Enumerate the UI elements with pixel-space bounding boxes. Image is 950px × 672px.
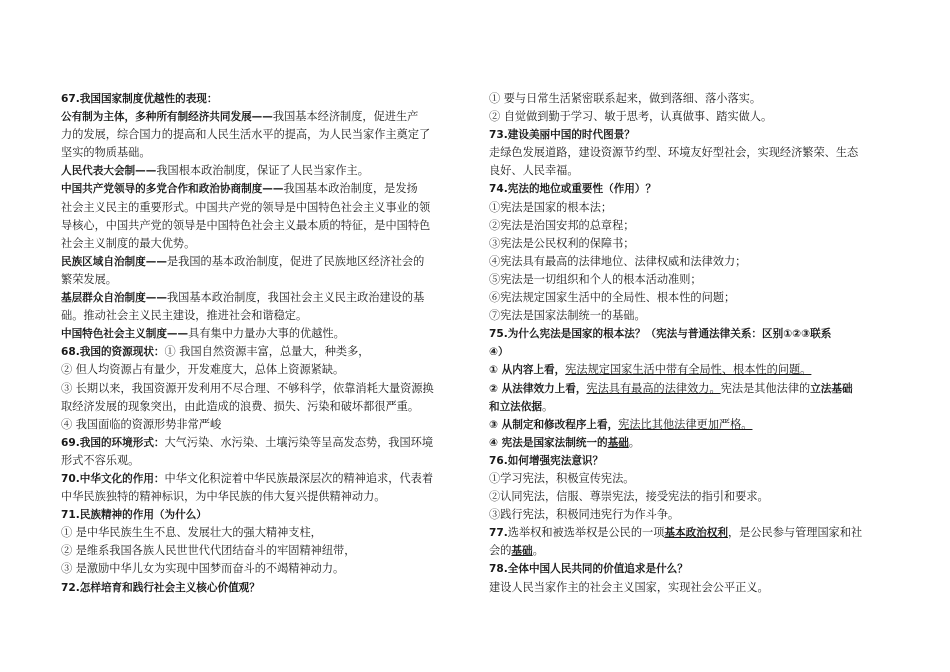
emphasis-text: 77. [489,527,508,540]
emphasis-text: 76.如何增强宪法意识？ [489,454,604,467]
body-text: 我国根本政治制度，保证了人民当家作主。 [156,164,369,178]
text-line [489,488,893,506]
text-line [489,416,893,434]
text-line [489,398,893,416]
text-line [489,470,893,488]
text-line [61,289,465,307]
body-text: 会的 [489,544,512,558]
emphasis-text: 71.民族精神的作用（为什么） [61,509,207,522]
text-line [61,343,465,361]
body-text: ①宪法是国家的根本法； [489,200,613,214]
emphasis-text: ④） [489,346,509,359]
text-line [61,380,465,398]
text-line [61,126,465,144]
text-line [489,90,893,108]
text-line [61,90,465,108]
text-line [489,343,893,361]
emphasis-text: 72.怎样培育和践行社会主义核心价值观？ [61,581,260,594]
text-line [61,253,465,271]
text-line [489,452,893,470]
body-text: 走绿色发展道路，建设资源节约型、环境友好型社会，实现经济繁荣、生态 [489,146,859,160]
emphasis-text: 75.为什么宪法是国家的根本法？（宪法与普通法律关系：区别①②③联系 [489,328,832,341]
body-text: ⑥宪法规定国家生活中的全局性、根本性的问题； [489,291,736,305]
text-line [489,235,893,253]
body-text: ① 要与日常生活紧密联系起来，做到落细、落小落实。 [489,92,762,105]
body-text: 大气污染、水污染、土壤污染等呈高发态势，我国环境 [164,435,434,449]
emphasis-text: 中国特色社会主义制度—— [61,328,189,341]
body-text: ③践行宪法，积极同违宪行为作斗争。 [489,508,680,522]
emphasis-text: 68.我国的资源现状： [61,346,165,359]
body-text: ②认同宪法，信服、尊崇宪法，接受宪法的指引和要求。 [489,490,769,504]
body-text: ③ 长期以来，我国资源开发利用不尽合理、不够科学，依靠消耗大量资源换 [61,381,434,395]
body-text: 。 [541,399,554,413]
body-text: ⑦宪法是国家法制统一的基础。 [489,309,646,323]
text-line [61,452,465,470]
body-text: ，是公民参与管理国家和社 [727,526,863,540]
body-text: 良好、人民幸福。 [489,164,579,178]
text-line [61,307,465,325]
text-line [61,434,465,452]
body-text: ①学习宪法，积极宣传宪法。 [489,471,635,485]
emphasis-text: 70.中华文化的作用： [61,472,165,485]
text-line [61,271,465,289]
text-line [489,162,893,180]
text-line [61,506,465,524]
body-text: ② 自觉做到勤于学习、敏于思考，认真做事、踏实做人。 [489,110,773,124]
text-line [489,199,893,217]
text-line [61,579,465,597]
emphasis-text: ④ 宪法是国家法制统一的 [489,436,608,449]
left-column [61,90,465,597]
emphasis-text: 中国共产党领导的多党合作和政治协商制度—— [61,183,284,196]
text-line [61,542,465,560]
text-line [61,235,465,253]
emphasis-text: 人民代表大会制—— [61,165,157,178]
body-text: 坚实的物质基础。 [61,146,151,160]
emphasis-text: ② 从法律效力上看， [489,382,587,395]
body-text: 。 [628,435,640,449]
body-text: 取经济发展的现象突出，由此造成的浪费、损失、污染和破坏都很严重。 [61,399,420,413]
body-text: ②宪法是治国安邦的总章程； [489,218,635,232]
emphasis-text: 78.全体中国人民共同的价值追求是什么？ [489,563,688,576]
body-text: ⑤宪法是一切组织和个人的根本活动准则； [489,272,702,286]
emphasis-text: 67.我国国家制度优越性的表现： [61,93,218,105]
text-line [489,271,893,289]
emphasis-text: 公有制为主体，多种所有制经济共同发展—— [61,111,273,124]
body-text: ④宪法具有最高的法律地位、法律权威和法律效力； [489,254,747,268]
text-line [61,217,465,235]
body-text: ① 我国自然资源丰富，总量大，种类多， [164,345,370,359]
text-line [489,542,893,560]
body-text: 力的发展，综合国力的提高和人民生活水平的提高，为人民当家作主奠定了 [61,128,431,142]
emphasis-text: 74.宪法的地位或重要性（作用）？ [489,183,657,196]
body-text: 导核心，中国共产党的领导是中国特色社会主义最本质的特征，是中国特色 [61,218,431,232]
emphasis-text: ③ 从制定和修改程序上看， [489,418,619,431]
emphasis-text: 宪法比其他法律更加严格。 [618,417,753,431]
body-text: ② 是维系我国各族人民世世代代团结奋斗的牢固精神纽带， [61,544,356,558]
text-line [61,199,465,217]
body-text: 中华民族独特的精神标识，为中华民族的伟大复兴提供精神动力。 [61,490,386,504]
text-line [61,416,465,434]
emphasis-text: 基础 [511,545,533,558]
body-text: 具有集中力量办大事的优越性。 [188,327,345,341]
body-text: 是我国的基本政治制度，促进了民族地区经济社会的 [166,254,425,268]
body-text: ③宪法是公民权利的保障书； [489,236,635,250]
emphasis-text: 基层群众自治制度—— [61,292,167,305]
emphasis-text: ① 从内容上看， [489,364,566,377]
text-line [61,108,465,126]
emphasis-text: 立法基础 [810,382,853,395]
emphasis-text: 民族区域自治制度—— [61,255,167,268]
body-text: ③ 是激励中华儿女为实现中国梦而奋斗的不竭精神动力。 [61,562,345,576]
text-line [489,361,893,379]
text-line [61,470,465,488]
text-line [489,108,893,126]
body-text: 社会主义民主的重要形式。中国共产党的领导是中国特色社会主义事业的领 [61,200,431,214]
text-line [61,325,465,343]
body-text: 础。推动社会主义民主建设，推进社会和谐稳定。 [61,309,308,323]
text-line [489,253,893,271]
emphasis-text: 73.建设美丽中国的时代图景？ [489,129,635,142]
text-line [489,289,893,307]
text-line [61,144,465,162]
text-line [489,126,893,144]
body-text: ① 是中华民族生生不息、发展壮大的强大精神支柱， [61,526,322,540]
text-line [489,144,893,162]
text-line [61,524,465,542]
body-text: ② 但人均资源占有量少，开发难度大，总体上资源紧缺。 [61,363,345,377]
body-text: 我国基本政治制度，是发扬 [283,182,418,196]
text-line [61,398,465,416]
text-line [489,524,893,542]
text-line [61,488,465,506]
emphasis-text: 宪法规定国家生活中带有全局性、根本性的问题。 [565,363,812,377]
body-text: 形式不容乐观。 [61,453,140,467]
body-text: 我国基本政治制度，我国社会主义民主政治建设的基 [166,291,425,305]
text-line [61,180,465,198]
emphasis-text: 和立法依据 [489,400,542,413]
emphasis-text: 基础 [607,436,629,449]
body-text: 选举权和被选举权是公民的一项 [507,526,665,540]
text-line [489,380,893,398]
body-text: 我国基本经济制度，促进生产 [272,110,419,124]
text-line [489,434,893,452]
text-line [489,307,893,325]
body-text: 中华文化积淀着中华民族最深层次的精神追求，代表着 [164,471,434,485]
text-line [489,579,893,597]
body-text: 繁荣发展。 [61,272,117,286]
emphasis-text: 宪法具有最高的法律效力。 [586,381,721,395]
body-text: ④ 我国面临的资源形势非常严峻 [61,417,222,431]
text-line [489,180,893,198]
text-line [61,361,465,379]
body-text: 。 [532,544,544,558]
right-column [489,90,893,597]
body-text: 社会主义制度的最大优势。 [61,236,196,250]
emphasis-text: 69.我国的环境形式： [61,436,165,449]
text-line [61,560,465,578]
text-line [489,560,893,578]
text-line [489,506,893,524]
text-line [489,217,893,235]
body-text: 建设人民当家作主的社会主义国家，实现社会公平正义。 [489,580,769,594]
text-line [489,325,893,343]
text-line [61,162,465,180]
emphasis-text: 基本政治权利 [664,527,728,540]
body-text: 宪法是其他法律的 [720,381,811,395]
